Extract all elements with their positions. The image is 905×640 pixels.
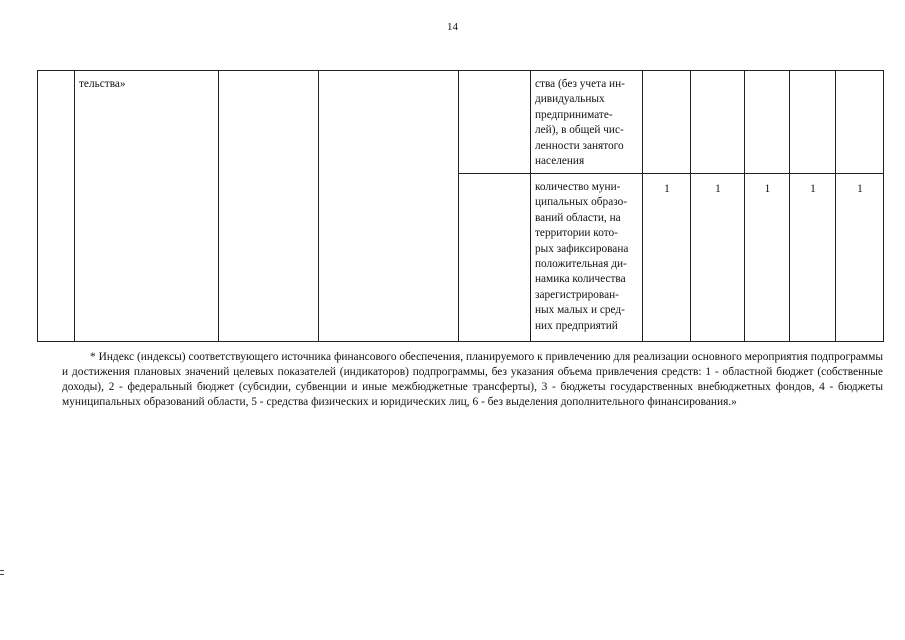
- table-cell-indicator: [531, 174, 643, 342]
- table-cell-main-activity: [75, 71, 219, 342]
- table-cell-year-value: 1: [643, 174, 691, 342]
- table-cell-expected-result: [319, 71, 459, 342]
- indicator-text: количество муни- ципальных образо- ваний области, на территории кото- рых зафиксирована положительная ди- намика количества зарегистрирован- ных малых и сред- них предприятий: [535, 181, 629, 332]
- table-cell-year-value: [790, 71, 836, 174]
- margin-mark: [0, 570, 4, 575]
- table-cell-indicator: [531, 71, 643, 174]
- table-cell-year-value: 1: [691, 174, 745, 342]
- table-cell-year-value: [643, 71, 691, 174]
- table-cell-source: [459, 174, 531, 342]
- table-cell-year-value: [745, 71, 790, 174]
- indicator-text: ства (без учета ин- дивидуальных предпринимате- лей), в общей чис- ленности занятого населения: [535, 78, 625, 168]
- table-cell-year-value: [691, 71, 745, 174]
- table-cell-year-value: [836, 71, 884, 174]
- table-cell-source: [459, 71, 531, 174]
- table-cell-year-value: 1: [790, 174, 836, 342]
- table-cell-year-value: 1: [836, 174, 884, 342]
- footnote: * Индекс (индексы) соответствующего источника финансового обеспечения, планируемого к привлечению для реализации основного мероприятия подпрограммы и достижения плановых значений целевых показателей (индикаторов) подпрограммы, без указания объема привлечения средств: 1 - областной бюджет (собственные доходы), 2 - федеральный бюджет (субсидии, субвенции и иные межбюджетные трансферты), 3 - бюджеты государственных внебюджетных фондов, 4 - бюджеты муниципальных образований области, 5 - средства физических и юридических лиц, 6 - без выделения дополнительного финансирования.»: [62, 351, 883, 408]
- table-cell-year-value: 1: [745, 174, 790, 342]
- main-activity-text: тельства»: [79, 78, 126, 90]
- page-number: 14: [447, 21, 458, 33]
- table-row: [38, 71, 884, 174]
- program-table: [37, 70, 884, 342]
- table-cell-number: [38, 71, 75, 342]
- table-cell-executor: [219, 71, 319, 342]
